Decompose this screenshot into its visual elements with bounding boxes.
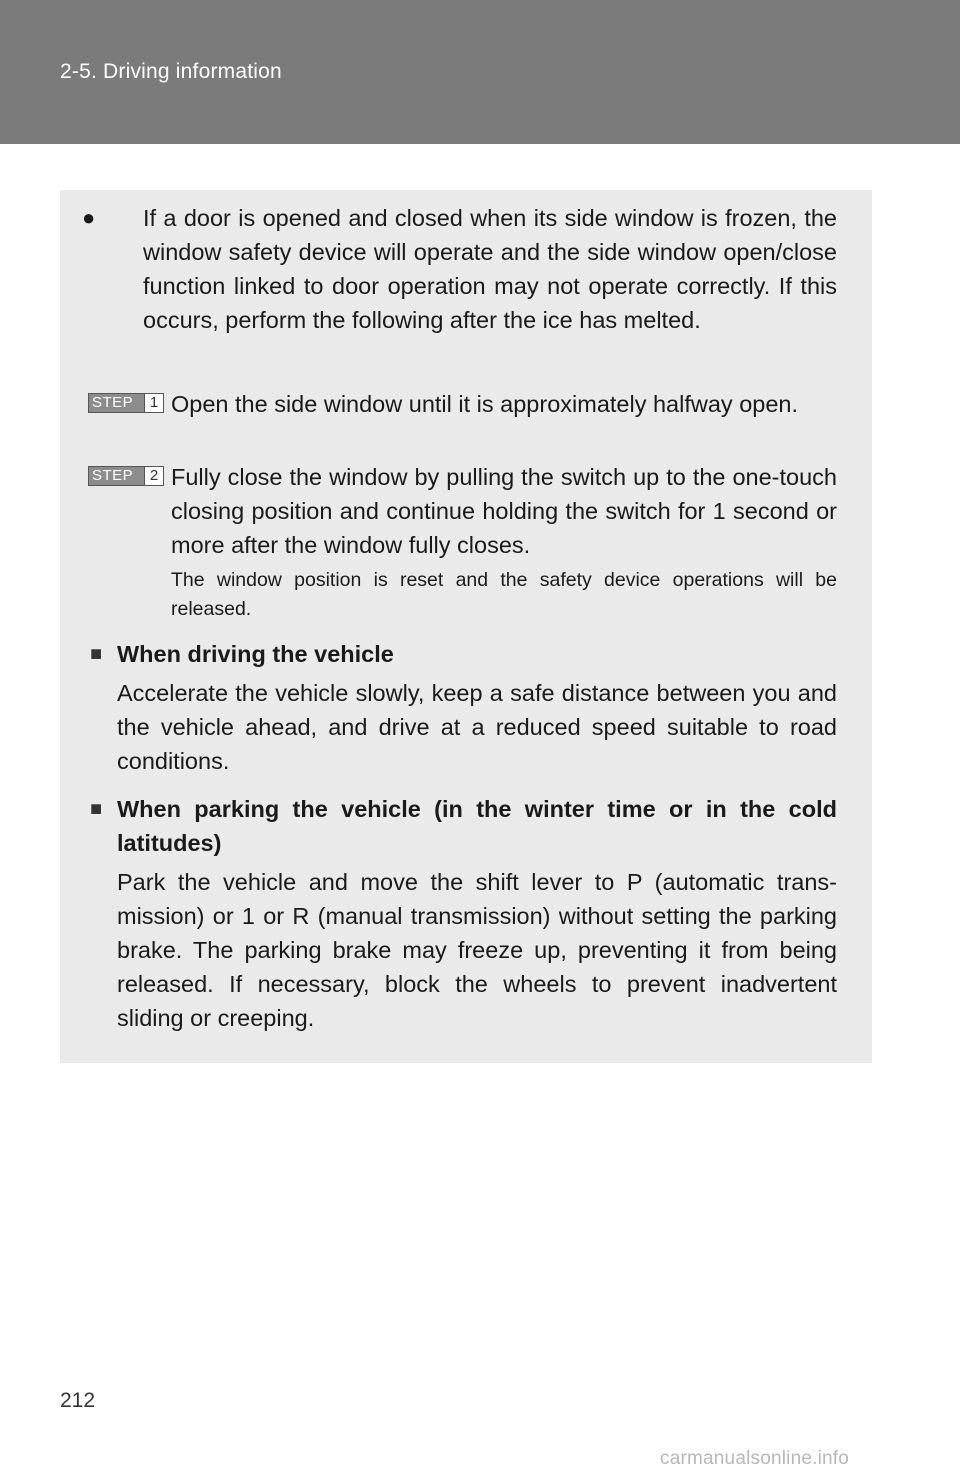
- step-2-badge: [88, 466, 164, 486]
- step-number: 2: [144, 467, 163, 485]
- step-label: STEP: [92, 394, 134, 411]
- square-bullet-icon: ■: [90, 643, 103, 665]
- step-1-badge: [88, 393, 164, 413]
- section-heading-driving: When driving the vehicle: [117, 641, 394, 667]
- step-note: The window position is reset and the safety device operations will be released.: [171, 569, 837, 620]
- step-label: STEP: [92, 467, 134, 484]
- step-number: 1: [144, 394, 163, 412]
- section-heading-parking: When parking the vehicle (in the winter time or in the cold latitudes): [117, 796, 837, 856]
- page-number: 212: [60, 1389, 96, 1412]
- step-2-text: Fully close the window by pulling the switch up to the one-touch closing position and continue holding the switch for 1 second or more after the window fully closes.: [171, 464, 837, 558]
- step-1-text: Open the side window until it is approximately halfway open.: [171, 391, 799, 417]
- square-bullet-icon: ■: [90, 798, 103, 820]
- bullet-text: If a door is opened and closed when its side window is frozen, the window safety device will operate and the side window open/close function linked to door operation may not operate correctly. If this occurs, perform the following after the ice has melted.: [143, 205, 837, 333]
- section-body-driving: Accelerate the vehicle slowly, keep a safe distance between you and the vehicle ahead, and drive at a reduced speed suitable to road conditions.: [117, 680, 837, 774]
- section-body-parking: Park the vehicle and move the shift lever to P (automatic trans-mission) or 1 or R (manual transmission) without setting the parking brake. The parking brake may freeze up, preventing it from being released. If necessary, block the wheels to prevent inadvertent sliding or creeping.: [117, 869, 837, 1031]
- section-title: 2-5. Driving information: [60, 60, 282, 83]
- bullet-icon: ●: [82, 205, 96, 230]
- watermark: carmanualsonline.info: [660, 1448, 850, 1469]
- page-header: [0, 0, 960, 144]
